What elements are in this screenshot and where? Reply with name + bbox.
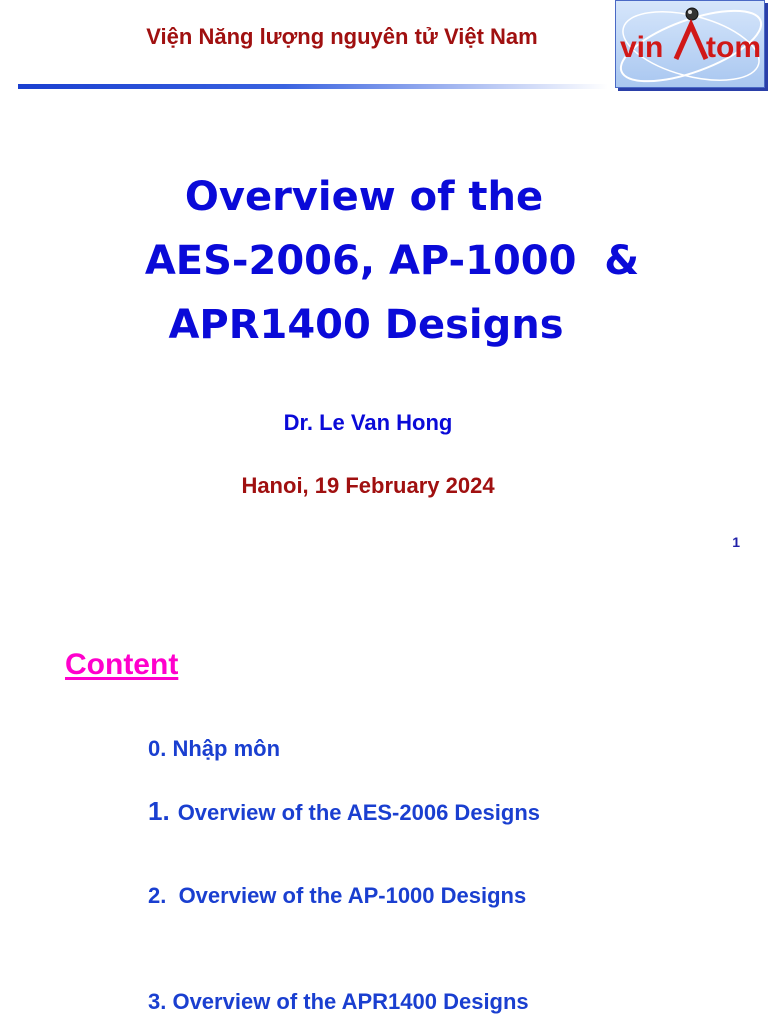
institute-name: Viện Năng lượng nguyên tử Việt Nam [146,24,538,49]
header-divider [18,84,608,89]
toc-item-1-number: 1. [148,796,170,826]
presentation-date: Hanoi, 19 February 2024 [241,473,495,498]
logo-text-left: vin [620,31,664,64]
toc-item-0: 0. Nhập môn [148,736,281,761]
toc-item-2: 2. Overview of the AP-1000 Designs [148,883,527,908]
page-number: 1 [732,534,740,550]
author-name: Dr. Le Van Hong [283,410,453,435]
title-line-3: APR1400 Designs [168,302,564,348]
vinatom-logo [615,0,765,88]
vinatom-logo-graphic [616,1,765,88]
title-line-2: AES-2006, AP-1000 & [144,238,640,284]
toc-item-1 [148,796,540,827]
toc-item-1-label: Overview of the AES-2006 Designs [177,800,541,825]
logo-text-right: tom [706,31,761,64]
contents-slide [0,560,768,1024]
content-heading: Content [65,648,179,681]
toc-item-3: 3. Overview of the APR1400 Designs [148,989,529,1014]
title-line-1: Overview of the [184,174,544,220]
